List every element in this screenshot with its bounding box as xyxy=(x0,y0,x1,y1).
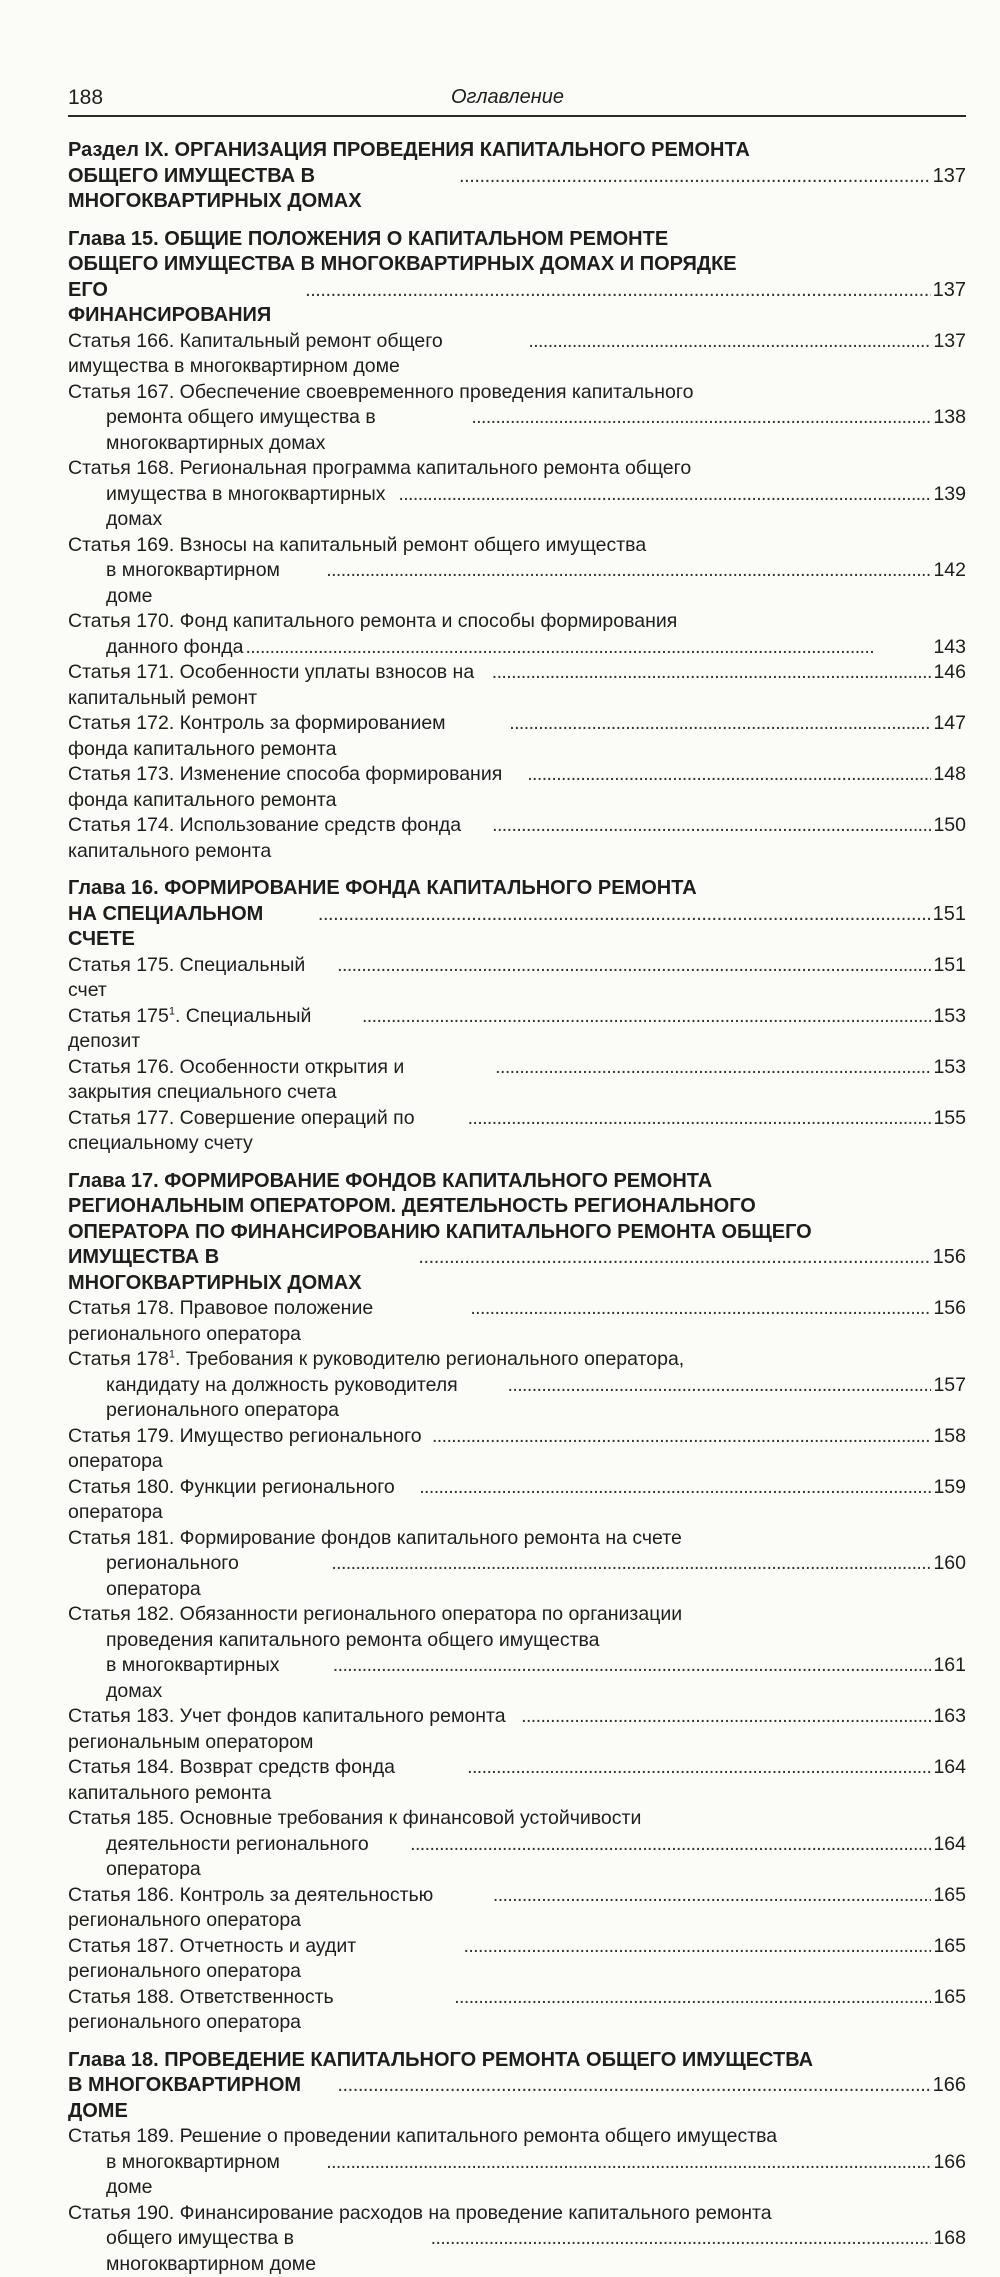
toc-entry-line: Статья 184. Возврат средств фонда капитального ремонта xyxy=(68,1756,395,1804)
toc-entry-line: Статья 186. Контроль за деятельностью регионального оператора xyxy=(68,1884,433,1932)
toc-page-number: 165 xyxy=(933,1883,966,1909)
toc-entry-line: проведения капитального ремонта общего имущества xyxy=(106,1629,600,1651)
toc-entry-line: Статья 176. Особенности открытия и закрытия специального счета xyxy=(68,1056,404,1104)
toc-entry-line: имущества в многоквартирных домах xyxy=(106,483,385,531)
toc-page-number: 137 xyxy=(933,164,966,190)
toc-page-number: 165 xyxy=(933,1985,966,2011)
toc-entry-last-line xyxy=(68,1296,966,1347)
toc-page-number: 160 xyxy=(933,1551,966,1577)
toc-entry-text xyxy=(68,953,335,1004)
toc-entry-line-wrap xyxy=(68,876,966,902)
toc-article xyxy=(68,1475,966,1526)
toc-entry-last-line xyxy=(68,1475,966,1526)
toc-entry-text xyxy=(106,1373,506,1424)
toc-page-number: 137 xyxy=(933,329,966,355)
toc-entry-line: ОБЩЕГО ИМУЩЕСТВА В МНОГОКВАРТИРНЫХ ДОМАХ И ПОРЯДКЕ xyxy=(68,253,737,275)
toc-page-number: 165 xyxy=(933,1934,966,1960)
toc-entry-line: Статья 169. Взносы на капитальный ремонт общего имущества xyxy=(68,534,646,556)
toc-entry-text xyxy=(68,1055,493,1106)
toc-entry-text xyxy=(106,1832,408,1883)
toc-article xyxy=(68,1055,966,1106)
toc-entry-line-wrap xyxy=(68,252,966,278)
header-rule xyxy=(68,115,966,117)
toc-entry-line xyxy=(68,1004,360,1055)
dot-leader xyxy=(245,635,931,661)
dot-leader xyxy=(492,660,932,686)
toc-entry-line-wrap xyxy=(68,1526,966,1552)
toc-entry-text xyxy=(68,711,507,762)
toc-entry-line-wrap xyxy=(68,1602,966,1628)
toc-article xyxy=(68,1755,966,1806)
toc-entry-line-wrap xyxy=(68,1220,966,1246)
dot-leader xyxy=(431,2226,932,2252)
toc-entry-last-line xyxy=(68,902,966,953)
toc-entry-text xyxy=(106,558,324,609)
toc-page-number: 153 xyxy=(933,1055,966,1081)
toc-entry-last-line xyxy=(68,2226,966,2277)
toc-entry-line: Статья 167. Обеспечение своевременного проведения капитального xyxy=(68,381,693,403)
toc-entry-line: ремонта общего имущества в многоквартирных домах xyxy=(106,406,376,454)
toc-entry-line-wrap xyxy=(68,1806,966,1832)
toc-entry-text xyxy=(68,329,526,380)
dot-leader xyxy=(471,405,931,431)
toc-entry-line: Статья 174. Использование средств фонда капитального ремонта xyxy=(68,814,461,862)
toc-entry-text xyxy=(106,2150,324,2201)
toc-entry-text xyxy=(68,278,303,329)
toc-page-number: 166 xyxy=(933,2150,966,2176)
toc-entry-line-wrap xyxy=(68,533,966,559)
toc-entry-last-line xyxy=(68,482,966,533)
toc-entry-line: деятельности регионального оператора xyxy=(106,1833,369,1881)
toc-page-number: 151 xyxy=(933,953,966,979)
toc-article xyxy=(68,813,966,864)
toc-entry-text xyxy=(68,1704,519,1755)
toc-entry-last-line xyxy=(68,635,966,661)
toc-page-number: 137 xyxy=(933,278,966,304)
toc-entry-text xyxy=(68,1985,452,2036)
toc-article xyxy=(68,1296,966,1347)
toc-entry-line-wrap xyxy=(68,227,966,253)
toc-entry-last-line xyxy=(68,1755,966,1806)
toc-page-number: 156 xyxy=(933,1296,966,1322)
toc-article xyxy=(68,380,966,457)
toc-entry-line: ОПЕРАТОРА ПО ФИНАНСИРОВАНИЮ КАПИТАЛЬНОГО РЕМОНТА ОБЩЕГО xyxy=(68,1221,812,1243)
toc-text: . Специальный депозит xyxy=(68,1005,311,1053)
toc-entry-text xyxy=(106,635,243,661)
toc-page-number: 168 xyxy=(933,2226,966,2252)
toc-entry-line: Статья 172. Контроль за формированием фонда капитального ремонта xyxy=(68,712,446,760)
toc-entry-line: Статья 187. Отчетность и аудит регионального оператора xyxy=(68,1935,356,1983)
toc-entry-line: данного фонда xyxy=(106,636,243,658)
dot-leader xyxy=(418,1245,930,1271)
toc-text: Статья 178 xyxy=(68,1348,169,1370)
toc-entry-line: РЕГИОНАЛЬНЫМ ОПЕРАТОРОМ. ДЕЯТЕЛЬНОСТЬ РЕГИОНАЛЬНОГО xyxy=(68,1195,756,1217)
dot-leader xyxy=(337,2073,930,2099)
toc-entry-line: в многоквартирном доме xyxy=(106,559,280,607)
toc-page-number: 151 xyxy=(933,902,966,928)
toc-entry-text xyxy=(68,1296,468,1347)
toc-article xyxy=(68,1883,966,1934)
toc-entry-line-wrap xyxy=(68,1628,966,1654)
toc-entry-last-line xyxy=(68,1934,966,1985)
toc-entry-last-line xyxy=(68,953,966,1004)
toc-entry-line: Статья 180. Функции регионального оператора xyxy=(68,1476,395,1524)
toc-article xyxy=(68,1934,966,1985)
toc-page-number: 163 xyxy=(933,1704,966,1730)
toc-page-number: 166 xyxy=(933,2073,966,2099)
toc-page-number: 147 xyxy=(933,711,966,737)
toc-entry-line: Статья 182. Обязанности регионального оператора по организации xyxy=(68,1603,682,1625)
toc-page-number: 138 xyxy=(933,405,966,431)
dot-leader xyxy=(362,1004,932,1030)
toc-entry-last-line xyxy=(68,558,966,609)
toc-entry-line-wrap xyxy=(68,380,966,406)
toc-entry-last-line xyxy=(68,278,966,329)
toc-page-number: 155 xyxy=(933,1106,966,1132)
toc-entry-text xyxy=(68,813,490,864)
toc-article xyxy=(68,1985,966,2036)
toc-entry-line: Статья 181. Формирование фондов капитального ремонта на счете xyxy=(68,1527,682,1549)
toc-entry-line: ЕГО ФИНАНСИРОВАНИЯ xyxy=(68,279,271,327)
toc-entry-line: Статья 188. Ответственность регионального оператора xyxy=(68,1986,334,2034)
toc-entry-line: Статья 175. Специальный счет xyxy=(68,954,305,1002)
toc-article xyxy=(68,1347,966,1424)
dot-leader xyxy=(527,762,931,788)
dot-leader xyxy=(464,1934,932,1960)
dot-leader xyxy=(432,1424,931,1450)
toc-entry-line: Статья 166. Капитальный ремонт общего имущества в многоквартирном доме xyxy=(68,330,443,378)
toc-entry-last-line xyxy=(68,2150,966,2201)
toc-entry-line: Раздел IX. ОРГАНИЗАЦИЯ ПРОВЕДЕНИЯ КАПИТАЛЬНОГО РЕМОНТА xyxy=(68,139,750,161)
dot-leader xyxy=(509,711,931,737)
toc-entry-text xyxy=(68,1424,430,1475)
toc-entry-last-line xyxy=(68,1704,966,1755)
toc-entry-last-line xyxy=(68,762,966,813)
dot-leader xyxy=(468,1106,932,1132)
toc-article xyxy=(68,456,966,533)
toc-page-number: 157 xyxy=(933,1373,966,1399)
toc-entry-line-wrap xyxy=(68,1347,966,1373)
toc-article xyxy=(68,609,966,660)
toc-article xyxy=(68,2124,966,2201)
toc-entry-last-line xyxy=(68,1551,966,1602)
toc-entry-line: регионального оператора xyxy=(106,1552,239,1600)
toc-page-number: 159 xyxy=(933,1475,966,1501)
toc-article xyxy=(68,2201,966,2277)
toc-entry-last-line xyxy=(68,1106,966,1157)
toc-article xyxy=(68,1704,966,1755)
toc-entry-last-line xyxy=(68,164,966,215)
toc-article xyxy=(68,1602,966,1704)
toc-entry-line: Глава 18. ПРОВЕДЕНИЕ КАПИТАЛЬНОГО РЕМОНТА ОБЩЕГО ИМУЩЕСТВА xyxy=(68,2049,813,2071)
toc-entry-line-wrap xyxy=(68,2201,966,2227)
dot-leader xyxy=(318,902,931,928)
toc-entry-line: кандидату на должность руководителя регионального оператора xyxy=(106,1374,458,1422)
toc-page-number: 158 xyxy=(933,1424,966,1450)
toc-entry-text xyxy=(68,1883,491,1934)
toc-chapter xyxy=(68,876,966,953)
dot-leader xyxy=(419,1475,931,1501)
toc-text: . Требования к руководителю регионального оператора, xyxy=(175,1348,684,1370)
toc-entry-line: НА СПЕЦИАЛЬНОМ СЧЕТЕ xyxy=(68,903,263,951)
toc-entry-text xyxy=(68,902,316,953)
running-title: Оглавление xyxy=(451,86,564,109)
toc-article xyxy=(68,533,966,610)
toc-entry-line: ОБЩЕГО ИМУЩЕСТВА В МНОГОКВАРТИРНЫХ ДОМАХ xyxy=(68,165,362,213)
toc-article xyxy=(68,329,966,380)
toc-entry-last-line xyxy=(68,1832,966,1883)
toc-entry-line: Статья 189. Решение о проведении капитального ремонта общего имущества xyxy=(68,2125,777,2147)
toc-entry-text xyxy=(68,1934,462,1985)
page-header xyxy=(68,86,966,118)
dot-leader xyxy=(467,1755,931,1781)
toc-entry-text xyxy=(68,1106,466,1157)
dot-leader xyxy=(326,558,931,584)
toc-entry-line-wrap xyxy=(68,2124,966,2150)
toc-page-number: 146 xyxy=(933,660,966,686)
toc-entry-line: Глава 16. ФОРМИРОВАНИЕ ФОНДА КАПИТАЛЬНОГО РЕМОНТА xyxy=(68,877,697,899)
toc-entry-text xyxy=(68,1755,465,1806)
toc-entry-line: Статья 179. Имущество регионального оператора xyxy=(68,1425,422,1473)
toc-article xyxy=(68,1806,966,1883)
toc-entry-text xyxy=(68,1245,416,1296)
toc-entry-line: Статья 177. Совершение операций по специальному счету xyxy=(68,1107,415,1155)
dot-leader xyxy=(410,1832,931,1858)
toc-entry-last-line xyxy=(68,2073,966,2124)
toc-entry-text xyxy=(106,482,396,533)
toc-entry-line-wrap xyxy=(68,2048,966,2074)
toc-page-number: 148 xyxy=(933,762,966,788)
toc-entry-line: Статья 178. Правовое положение регионального оператора xyxy=(68,1297,373,1345)
toc-entry-text xyxy=(68,762,525,813)
toc-text: Статья 175 xyxy=(68,1005,169,1027)
toc-entry-text xyxy=(68,660,490,711)
toc-entry-text xyxy=(68,164,457,215)
toc-page-number: 164 xyxy=(933,1755,966,1781)
table-of-contents xyxy=(68,138,966,2277)
dot-leader xyxy=(493,1883,932,1909)
toc-entry-line: В МНОГОКВАРТИРНОМ ДОМЕ xyxy=(68,2074,301,2122)
toc-entry-last-line xyxy=(68,1055,966,1106)
toc-entry-text xyxy=(106,1653,331,1704)
toc-article xyxy=(68,660,966,711)
dot-leader xyxy=(495,1055,931,1081)
toc-entry-text xyxy=(68,2073,335,2124)
dot-leader xyxy=(305,278,931,304)
toc-entry-last-line xyxy=(68,1373,966,1424)
toc-entry-text xyxy=(106,1551,329,1602)
toc-page-number: 156 xyxy=(933,1245,966,1271)
toc-entry-line-wrap xyxy=(68,1194,966,1220)
toc-entry-line: Статья 171. Особенности уплаты взносов на капитальный ремонт xyxy=(68,661,474,709)
toc-chapter xyxy=(68,2048,966,2125)
dot-leader xyxy=(528,329,931,355)
toc-page-number: 142 xyxy=(933,558,966,584)
toc-entry-line: общего имущества в многоквартирном доме xyxy=(106,2227,316,2275)
dot-leader xyxy=(459,164,931,190)
toc-entry-line-wrap xyxy=(68,138,966,164)
toc-entry-last-line xyxy=(68,405,966,456)
dot-leader xyxy=(521,1704,931,1730)
toc-entry-line: в многоквартирном доме xyxy=(106,2151,280,2199)
dot-leader xyxy=(398,482,931,508)
toc-entry-line: Статья 168. Региональная программа капитального ремонта общего xyxy=(68,457,691,479)
toc-article xyxy=(68,762,966,813)
dot-leader xyxy=(508,1373,932,1399)
toc-page-number: 143 xyxy=(933,635,966,661)
toc-entry-line: Статья 173. Изменение способа формирования фонда капитального ремонта xyxy=(68,763,502,811)
toc-article xyxy=(68,1004,966,1055)
toc-page-number: 161 xyxy=(933,1653,966,1679)
toc-chapter xyxy=(68,227,966,329)
toc-chapter xyxy=(68,1169,966,1297)
toc-entry-line xyxy=(68,1347,966,1373)
dot-leader xyxy=(331,1551,931,1577)
toc-entry-line: Статья 185. Основные требования к финансовой устойчивости xyxy=(68,1807,641,1829)
dot-leader xyxy=(333,1653,932,1679)
toc-article xyxy=(68,1106,966,1157)
dot-leader xyxy=(326,2150,931,2176)
toc-entry-last-line xyxy=(68,1245,966,1296)
toc-entry-last-line xyxy=(68,1883,966,1934)
toc-entry-text xyxy=(68,1475,417,1526)
toc-entry-text xyxy=(106,2226,429,2277)
toc-entry-line-wrap xyxy=(68,456,966,482)
toc-entry-last-line xyxy=(68,1424,966,1475)
toc-page-number: 139 xyxy=(933,482,966,508)
dot-leader xyxy=(492,813,931,839)
dot-leader xyxy=(337,953,931,979)
toc-entry-line: ИМУЩЕСТВА В МНОГОКВАРТИРНЫХ ДОМАХ xyxy=(68,1246,362,1294)
toc-entry-last-line xyxy=(68,660,966,711)
toc-superscript: 1 xyxy=(169,1349,175,1361)
dot-leader xyxy=(454,1985,931,2011)
toc-superscript: 1 xyxy=(169,1005,175,1017)
toc-article xyxy=(68,953,966,1004)
toc-entry-line-wrap xyxy=(68,1169,966,1195)
toc-entry-line: Статья 183. Учет фондов капитального ремонта региональным оператором xyxy=(68,1705,506,1753)
toc-entry-line: Статья 170. Фонд капитального ремонта и способы формирования xyxy=(68,610,677,632)
toc-entry-line: Глава 17. ФОРМИРОВАНИЕ ФОНДОВ КАПИТАЛЬНОГО РЕМОНТА xyxy=(68,1170,712,1192)
toc-article xyxy=(68,1424,966,1475)
toc-entry-last-line xyxy=(68,1653,966,1704)
toc-entry-line: Статья 190. Финансирование расходов на проведение капитального ремонта xyxy=(68,2202,772,2224)
dot-leader xyxy=(470,1296,931,1322)
toc-article xyxy=(68,1526,966,1603)
toc-entry-text xyxy=(106,405,469,456)
toc-entry-line: Глава 15. ОБЩИЕ ПОЛОЖЕНИЯ О КАПИТАЛЬНОМ РЕМОНТЕ xyxy=(68,228,668,250)
toc-entry-last-line xyxy=(68,711,966,762)
toc-entry-line: в многоквартирных домах xyxy=(106,1654,279,1702)
toc-page-number: 164 xyxy=(933,1832,966,1858)
toc-entry-last-line xyxy=(68,813,966,864)
toc-entry-last-line xyxy=(68,1985,966,2036)
toc-entry-last-line xyxy=(68,329,966,380)
toc-entry-line-wrap xyxy=(68,609,966,635)
toc-page-number: 153 xyxy=(933,1004,966,1030)
toc-chapter xyxy=(68,138,966,215)
toc-entry-last-line xyxy=(68,1004,966,1055)
page-number: 188 xyxy=(68,86,103,110)
toc-article xyxy=(68,711,966,762)
toc-page-number: 150 xyxy=(933,813,966,839)
toc-entry-text xyxy=(68,1004,360,1055)
